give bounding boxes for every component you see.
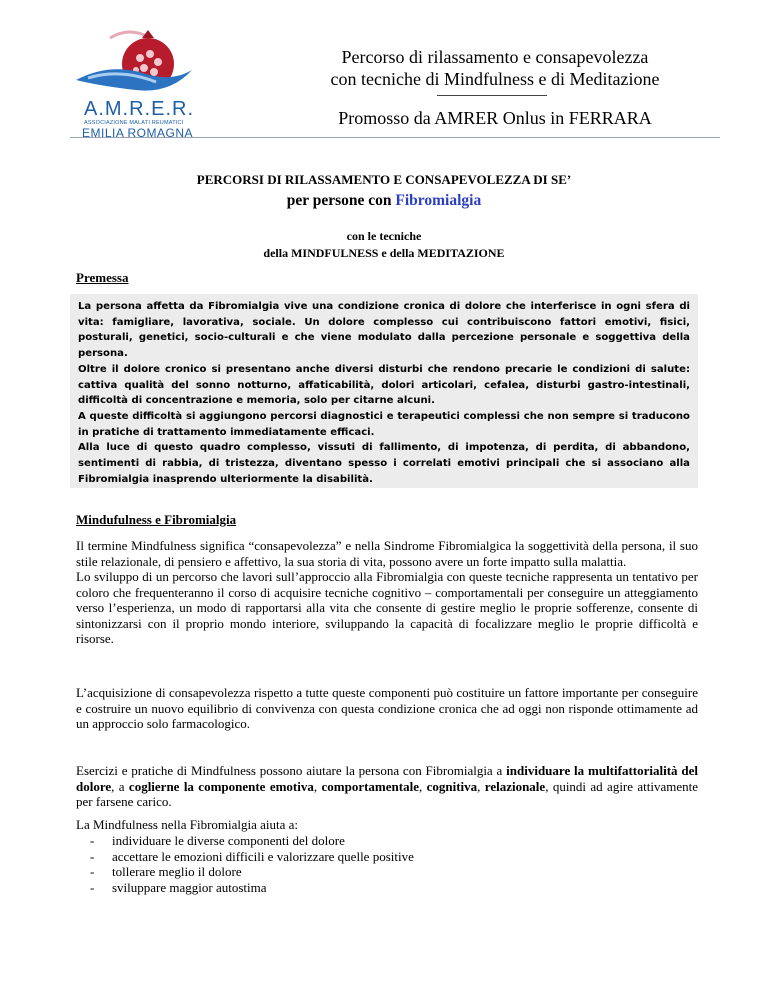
- list-item: - tollerare meglio il dolore: [90, 864, 242, 879]
- p3-bold: individuare la multifattorialità del dolore: [76, 763, 698, 794]
- list-item: - individuare le diverse componenti del dolore: [90, 833, 345, 848]
- list-item: - sviluppare maggior autostima: [90, 879, 267, 895]
- benefits-list: [90, 833, 414, 895]
- amrer-logo: [70, 28, 200, 140]
- p3-bold: relazionale: [484, 778, 546, 794]
- list-item-text: tollerare meglio il dolore: [112, 864, 242, 879]
- p3-text: ,: [477, 778, 485, 794]
- premessa-paragraph: Alla luce di questo quadro complesso, vissuti di fallimento, di impotenza, di perdita, di abbandono, sentimenti di rabbia, di tristezza, diventano spesso i correlati emotivi principali che si associano alla Fibromialgia inasprendo ulteriormente la disabilità.: [78, 442, 690, 485]
- mindfulness-p1b: Lo sviluppo di un percorso che lavori sull’approccio alla Fibromialgia con queste tecniche rappresenta un tentativo per coloro che frequenteranno il corso di acquisire tecniche cognitivo – comportamentali per conseguire un atteggiamento verso l’esperienza, un modo di rapportarsi alla vita che consente di gestire meglio le proprie sofferenze, consente di sintonizzarsi con il proprio mondo interiore, sviluppando la capacità di focalizzare meglio le proprie difficoltà e risorse.: [76, 569, 698, 646]
- doc-techniques-line2: della MINDFULNESS e della MEDITAZIONE: [263, 246, 505, 260]
- doc-title-block: [70, 172, 698, 210]
- p3-text: Esercizi e pratiche di Mindfulness possono aiutare la persona con Fibromialgia a: [76, 763, 507, 778]
- premessa-paragraph: Oltre il dolore cronico si presentano anche diversi disturbi che rendono precarie le condizioni di salute: cattiva qualità del sonno notturno, affaticabilità, dolori articolari, cefalea, disturbi gastro-intestinali, difficoltà di concentrazione e memoria, solo per citarne alcuni.: [78, 363, 690, 407]
- p3-text: , quindi ad agire attivamente per farsene carico.: [76, 778, 699, 809]
- doc-title: PERCORSI DI RILASSAMENTO E CONSAPEVOLEZZA DI SE’: [196, 172, 572, 187]
- list-item-text: sviluppare maggior autostima: [112, 879, 267, 895]
- doc-techniques: [70, 228, 698, 262]
- pomegranate-logo-graphic: [70, 28, 200, 103]
- p3-text: , a: [111, 778, 129, 794]
- header-promo: Promosso da AMRER Onlus in FERRARA: [338, 108, 652, 128]
- list-item: - accettare le emozioni difficili e valorizzare quelle positive: [90, 848, 414, 864]
- doc-subtitle-prefix: per persone con: [286, 192, 396, 209]
- page-header: [70, 28, 720, 140]
- premessa-box: [70, 294, 698, 488]
- header-title: [295, 46, 695, 90]
- doc-techniques-line1: con le tecniche: [346, 229, 422, 243]
- list-item-text: individuare le diverse componenti del dolore: [112, 833, 345, 848]
- mindfulness-paragraph-1: [76, 538, 698, 647]
- doc-subtitle: [70, 192, 698, 210]
- p3-text: ,: [313, 778, 322, 794]
- header-rule: [437, 95, 547, 96]
- header-title-line1: Percorso di rilassamento e consapevolezza: [341, 47, 649, 67]
- mindfulness-paragraph-2: L’acquisizione di consapevolezza rispetto a tutte queste componenti può costituire un fattore importante per conseguire e costruire un nuovo equilibrio di convivenza con questa condizione cronica che ad oggi non risponde ottimamente ad un approccio solo farmacologico.: [76, 685, 698, 731]
- p3-bold: comportamentale: [321, 778, 419, 794]
- header-title-line2: con tecniche di Mindfulness e di Meditazione: [330, 69, 660, 89]
- list-item-text: accettare le emozioni difficili e valorizzare quelle positive: [112, 848, 414, 864]
- header-divider: [70, 137, 720, 138]
- logo-subtitle: ASSOCIAZIONE MALATI REUMATICI: [84, 120, 184, 126]
- mindfulness-paragraph-3: [76, 763, 698, 810]
- list-intro: La Mindfulness nella Fibromialgia aiuta a:: [76, 817, 299, 832]
- mindfulness-p1a: Il termine Mindfulness significa “consapevolezza” e nella Sindrome Fibromialgica la soggettività della persona, il suo stile relazionale, di pensiero e affettivo, la sua storia di vita, possono avere un forte impatto sulla malattia.: [76, 538, 698, 569]
- logo-abbr: A.M.R.E.R.: [84, 98, 195, 120]
- doc-subtitle-highlight: Fibromialgia: [395, 192, 482, 209]
- p3-bold: cognitiva: [426, 778, 478, 794]
- p3-bold: coglierne la componente emotiva: [128, 778, 314, 794]
- premessa-paragraph: A queste difficoltà si aggiungono percorsi diagnostici e terapeutici complessi che non sempre si traducono in pratiche di trattamento immediatamente efficaci.: [78, 410, 690, 438]
- logo-region: EMILIA ROMAGNA: [82, 126, 194, 140]
- mindfulness-heading: Mindufulness e Fibromialgia: [76, 512, 237, 527]
- premessa-heading: Premessa: [76, 270, 129, 285]
- premessa-paragraph: La persona affetta da Fibromialgia vive una condizione cronica di dolore che interferisce in ogni sfera di vita: famigliare, lavorativa, sociale. Un dolore complesso cui contribuiscono fattori emotivi, fisici, posturali, genetici, socio-culturali e che viene modulato dalla percezione personale e soggettiva della persona.: [78, 301, 690, 360]
- p3-text: ,: [418, 778, 427, 794]
